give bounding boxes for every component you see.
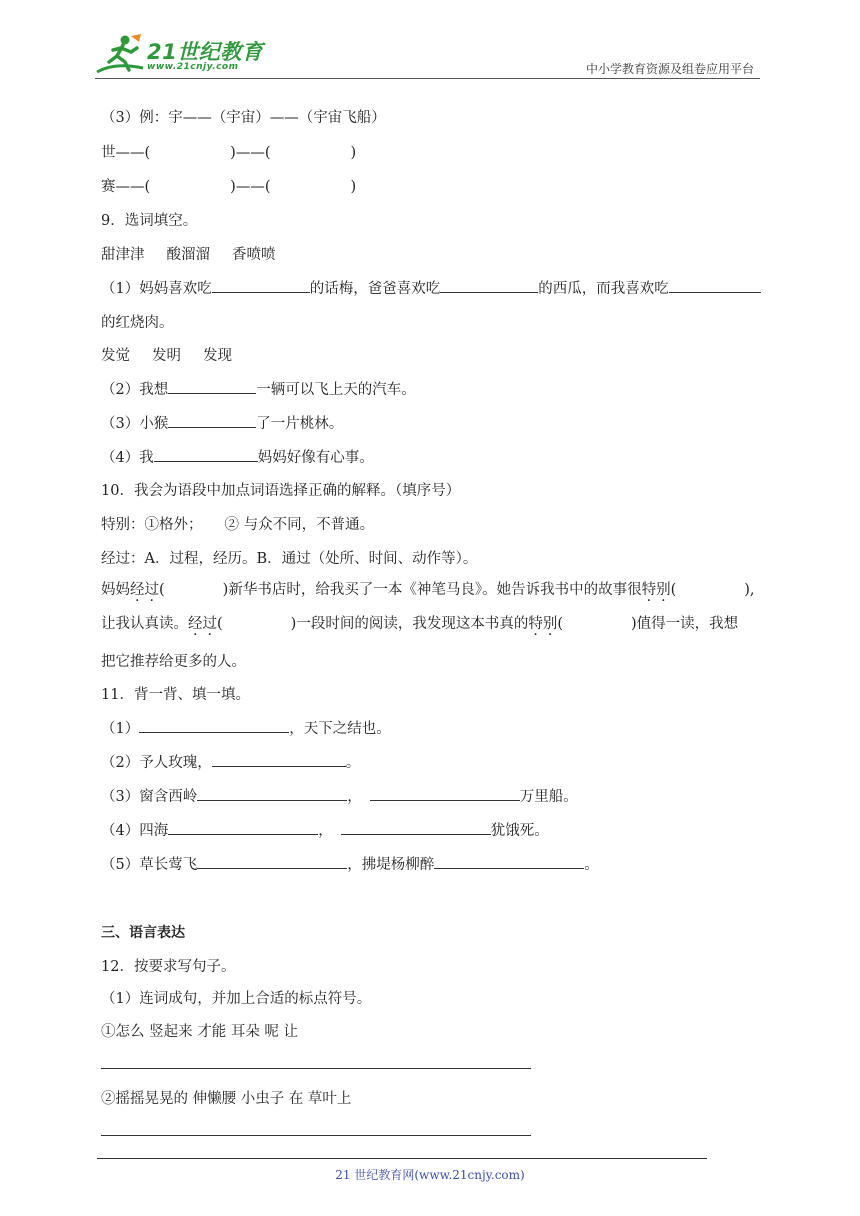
q11-l2-b: 。 [345, 755, 361, 771]
q11-l3-b: ， [347, 789, 362, 805]
q11-line-1 [101, 717, 391, 738]
q11-l1-blank[interactable] [139, 731, 289, 733]
runner-logo-icon [95, 32, 147, 76]
q9-sentence-3 [101, 412, 343, 433]
q10-p1-a: 妈妈 [101, 582, 130, 598]
q8-row-sai-mid: )——( [230, 179, 271, 195]
q8-row-shi-char: 世——( [101, 145, 151, 161]
q9-s4-part-b: 妈妈好像有心事。 [257, 450, 374, 466]
q10-def-jingguo: 经过：A．过程，经历。B．通过（处所、时间、动作等）。 [101, 551, 478, 567]
q10-p2-d: ( [557, 616, 563, 632]
q8-row-sai-char: 赛——( [101, 179, 151, 195]
q9-s1-part-a: （1）妈妈喜欢吃 [101, 281, 212, 297]
q9-word-1: 甜津津 [101, 247, 145, 263]
q11-title: 11．背一背、填一填。 [101, 687, 250, 703]
q10-p1-c: )新华书店时，给我买了一本《神笔马良》。她告诉我书中的故事很 [222, 582, 642, 598]
q10-def-tebie-b: ② 与众不同，不普通。 [224, 517, 375, 533]
q11-l4-a: （4）四海 [101, 823, 169, 839]
q9-word-3: 香喷喷 [232, 247, 276, 263]
q9-word-5: 发明 [152, 348, 181, 364]
q9-s3-part-a: （3）小猴 [101, 416, 169, 432]
q9-s1-blank-3[interactable] [669, 291, 761, 293]
q9-s1-blank-2[interactable] [440, 291, 538, 293]
q10-p2-c: )一段时间的阅读，我发现这本书真的 [290, 616, 529, 632]
dotted-char: 过 [144, 582, 159, 598]
q10-paragraph-2 [101, 612, 738, 633]
q11-l5-c: 。 [584, 857, 599, 873]
q9-sentence-4 [101, 446, 374, 467]
q11-l4-b: ， [318, 823, 333, 839]
q12-item-2: ②摇摇晃晃的 伸懒腰 小虫子 在 草叶上 [101, 1091, 352, 1107]
q11-l4-c: 犹饿死。 [490, 823, 549, 839]
q9-s3-blank[interactable] [168, 426, 256, 428]
dotted-char: 别 [542, 616, 558, 632]
dotted-char: 特 [641, 582, 657, 598]
q8-row-sai [101, 175, 356, 196]
dotted-char: 别 [656, 582, 671, 598]
q11-l3-a: （3）窗含西岭 [101, 789, 198, 805]
q9-word-4: 发觉 [101, 348, 130, 364]
q10-paragraph-1 [101, 578, 755, 599]
q11-line-3 [101, 785, 578, 806]
q12-item-1: ①怎么 竖起来 才能 耳朵 呢 让 [101, 1024, 299, 1040]
q12-answer-line-2[interactable] [101, 1135, 531, 1136]
q11-l5-blank-2[interactable] [434, 867, 584, 869]
q10-p2-e: )值得一读，我想 [631, 616, 739, 632]
logo-url: www.21cnjy.com [147, 62, 239, 72]
q9-sentence-2 [101, 378, 416, 399]
q9-word-2: 酸溜溜 [166, 247, 210, 263]
q9-word-bank-1 [101, 243, 276, 264]
page-header [95, 30, 760, 79]
q9-word-bank-2 [101, 344, 232, 365]
dotted-char: 特 [528, 616, 543, 632]
q9-s1-part-b: 的话梅，爸爸喜欢吃 [309, 281, 441, 297]
q11-l5-b: ，拂堤杨柳醉 [347, 857, 435, 873]
q11-l5-a: （5）草长莺飞 [101, 857, 198, 873]
q11-l3-c: 万里船。 [519, 789, 578, 805]
q11-l5-blank-1[interactable] [197, 867, 347, 869]
platform-name: 中小学教育资源及组卷应用平台 [585, 62, 754, 76]
q9-s1-blank-1[interactable] [212, 291, 310, 293]
q11-l2-blank[interactable] [212, 765, 346, 767]
q10-def-tebie-a: 特别：①格外； [101, 517, 203, 533]
q9-s3-part-b: 了一片桃林。 [256, 416, 344, 432]
dotted-char: 经 [188, 616, 203, 632]
q12-title: 12．按要求写句子。 [101, 959, 236, 975]
site-logo [95, 32, 275, 76]
q12-sub-1: （1）连词成句，并加上合适的标点符号。 [101, 991, 372, 1007]
q9-title: 9．选词填空。 [101, 213, 198, 229]
q10-p1-b: ( [159, 582, 165, 598]
q10-paragraph-3: 把它推荐给更多的人。 [101, 654, 246, 670]
q9-s1-part-c: 的西瓜，而我喜欢吃 [538, 281, 669, 297]
q10-title: 10．我会为语段中加点词语选择正确的解释。（填序号） [101, 483, 461, 499]
q12-answer-line-1[interactable] [101, 1068, 531, 1069]
logo-title: 21世纪教育 [147, 40, 264, 64]
q8-row-shi [101, 141, 356, 162]
q10-def-tebie [101, 513, 374, 534]
q8-example: （3）例：宇——（宇宙）——（宇宙飞船） [101, 110, 386, 126]
section-title-3: 三、语言表达 [101, 925, 185, 941]
q11-line-5 [101, 853, 599, 874]
q11-l1-b: ，天下之结也。 [289, 721, 391, 737]
footer-rule [97, 1158, 707, 1159]
q11-l3-blank-2[interactable] [370, 799, 520, 801]
q10-p2-a: 让我认真读。 [101, 616, 188, 632]
q9-sentence-1-cont: 的红烧肉。 [101, 315, 174, 331]
q10-p2-b: ( [217, 616, 223, 632]
q11-l2-a: （2）予人玫瑰， [101, 755, 212, 771]
q9-s4-part-a: （4）我 [101, 450, 154, 466]
q9-s4-blank[interactable] [154, 460, 258, 462]
q9-s2-part-a: （2）我想 [101, 382, 169, 398]
q11-l1-a: （1） [101, 721, 140, 737]
q8-row-shi-mid: )——( [230, 145, 271, 161]
q10-p1-d: ( [670, 582, 677, 598]
dotted-char: 过 [202, 616, 217, 632]
dotted-char: 经 [130, 582, 145, 598]
q11-line-2 [101, 751, 360, 772]
q9-sentence-1 [101, 277, 761, 298]
q11-l4-blank-2[interactable] [341, 833, 491, 835]
q11-l4-blank-1[interactable] [168, 833, 318, 835]
q8-row-shi-end: ) [350, 145, 357, 161]
q9-s2-blank[interactable] [168, 392, 256, 394]
q9-word-6: 发现 [203, 348, 232, 364]
q11-l3-blank-1[interactable] [197, 799, 347, 801]
q9-s2-part-b: 一辆可以飞上天的汽车。 [256, 382, 416, 398]
page-footer: 21 世纪教育网(www.21cnjy.com) [335, 1168, 525, 1182]
q11-line-4 [101, 819, 549, 840]
q8-row-sai-end: ) [350, 179, 357, 195]
q10-p1-e: ), [744, 582, 755, 598]
